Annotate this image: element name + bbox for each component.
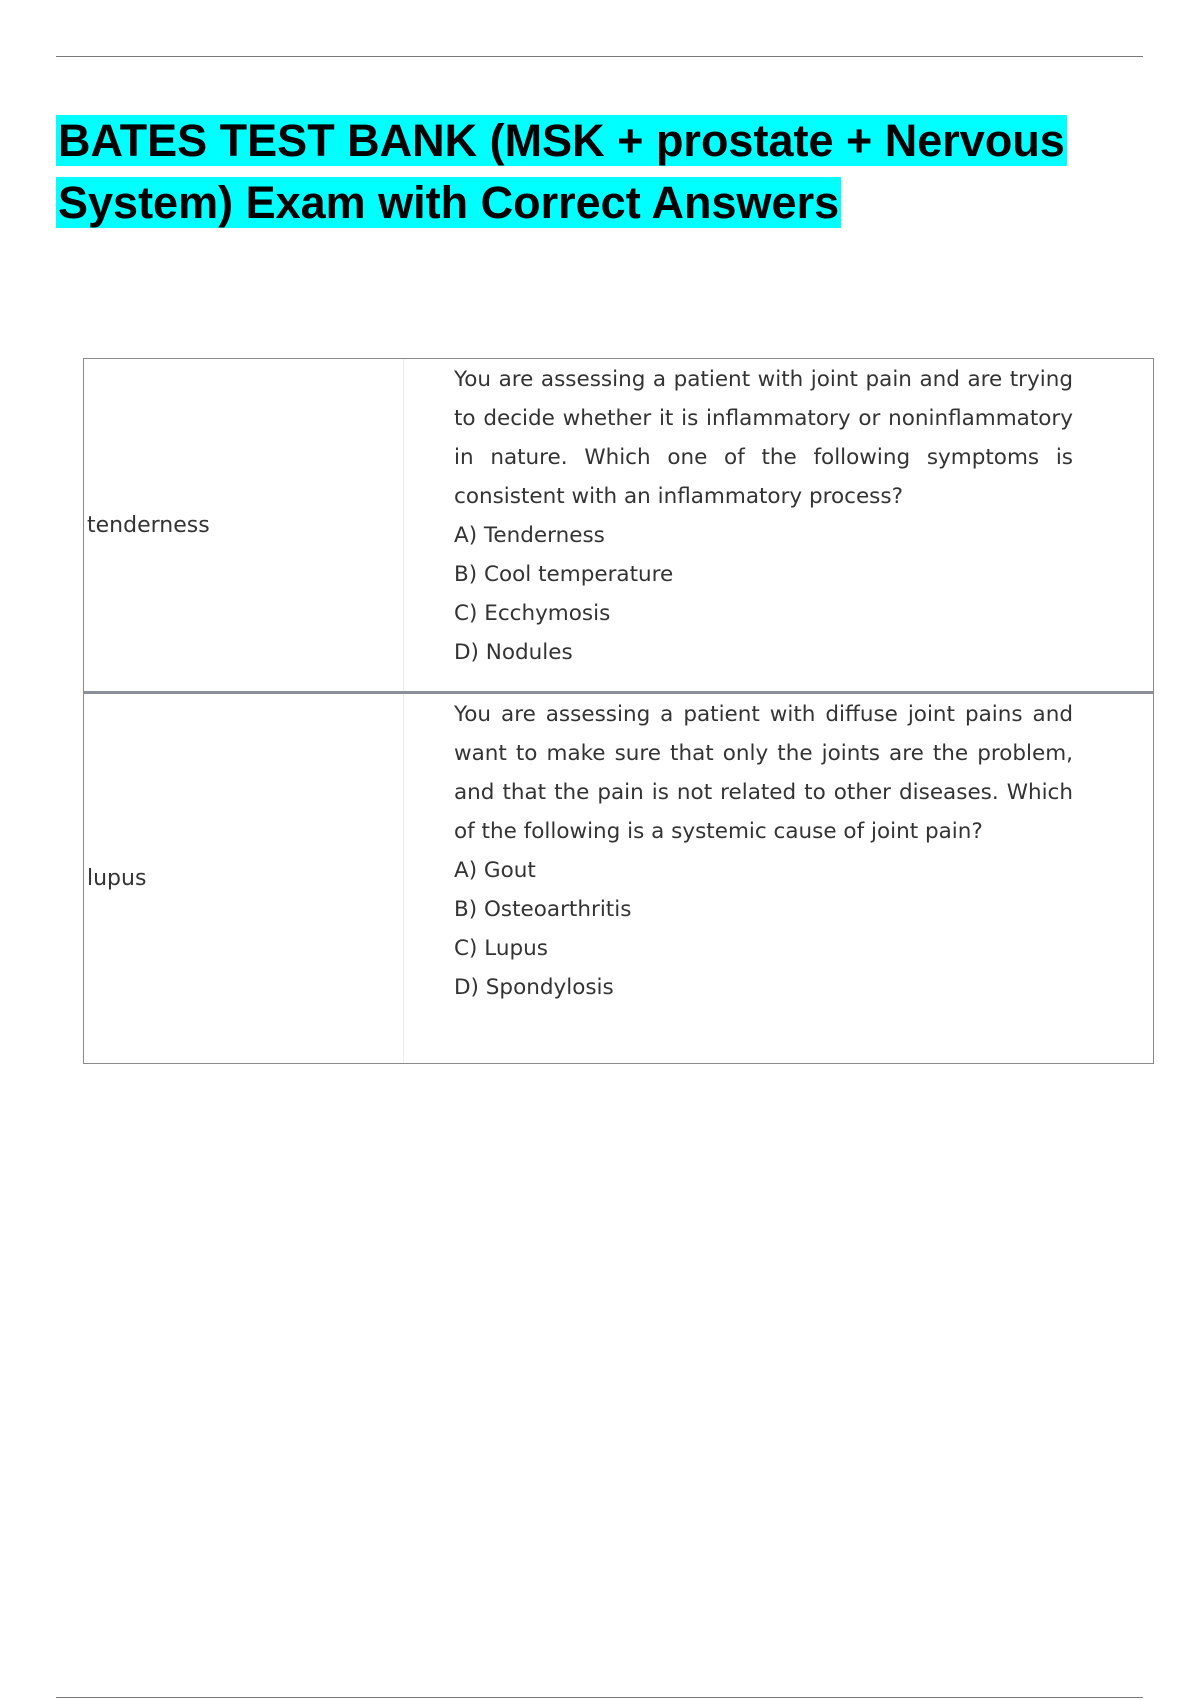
table-row: [84, 691, 1153, 1063]
table-row: [84, 359, 1153, 691]
question-text: You are assessing a patient with diffuse joint pains and want to make sure that only the joints are the problem, and that the pain is not related to other diseases. Which of the following is a systemic cause of joint pain?: [454, 702, 1073, 844]
option-item: A) Tenderness: [454, 523, 605, 548]
top-rule: [56, 56, 1143, 57]
option-list: [454, 516, 1073, 672]
qa-table: [83, 358, 1154, 1064]
answer-cell: lupus: [84, 694, 404, 1063]
option-item: D) Spondylosis: [454, 975, 614, 1000]
option-item: D) Nodules: [454, 640, 573, 665]
question-text: You are assessing a patient with joint pain and are trying to decide whether it is inflammatory or noninflammatory in nature. Which one of the following symptoms is consistent with an inflammatory process?: [454, 367, 1073, 509]
option-item: A) Gout: [454, 858, 536, 883]
option-item: B) Cool temperature: [454, 562, 674, 587]
question-cell: [404, 359, 1153, 691]
option-item: C) Lupus: [454, 936, 548, 961]
bottom-rule: [56, 1697, 1143, 1698]
answer-cell: tenderness: [84, 359, 404, 691]
option-item: C) Ecchymosis: [454, 601, 611, 626]
page-title-highlight: BATES TEST BANK (MSK + prostate + Nervous System) Exam with Correct Answers: [58, 115, 1065, 228]
question-cell: [404, 694, 1153, 1063]
option-list: [454, 851, 1073, 1007]
page-title: [56, 110, 1156, 234]
option-item: B) Osteoarthritis: [454, 897, 632, 922]
